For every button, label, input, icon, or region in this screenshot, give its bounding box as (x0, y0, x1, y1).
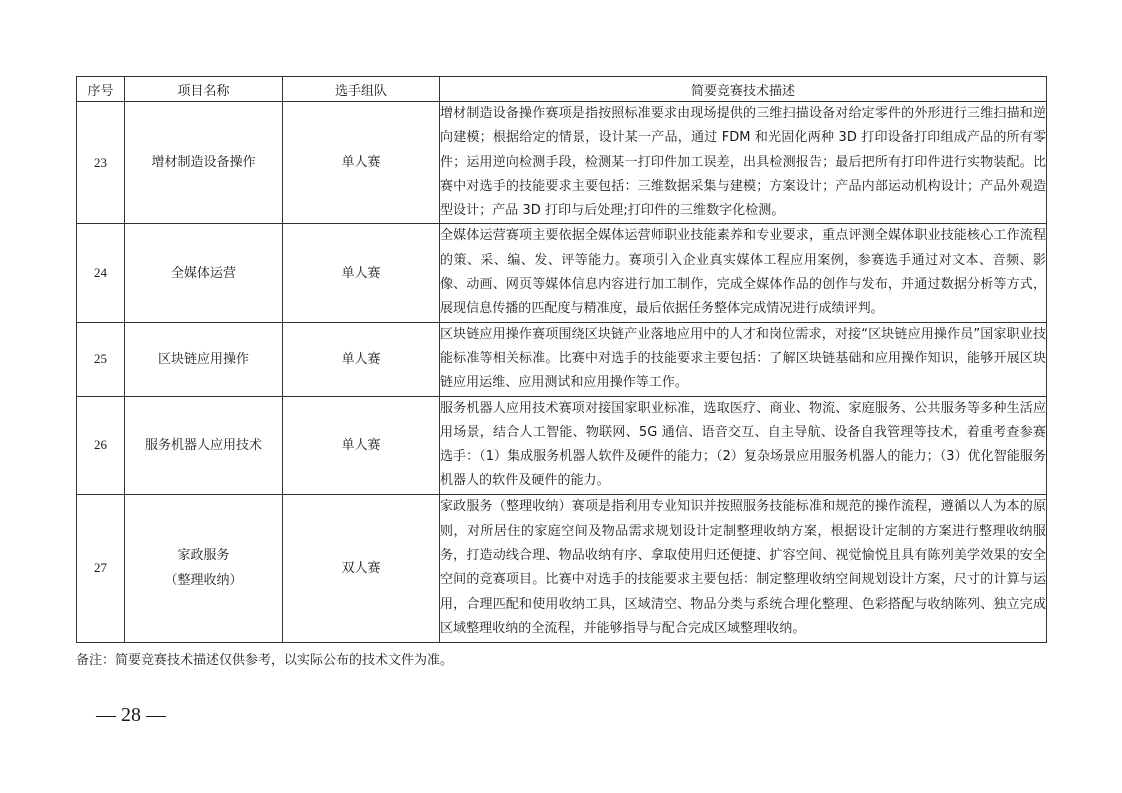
project-name-subtitle: （整理收纳） (164, 573, 243, 589)
table-row (77, 494, 1047, 642)
project-name-cell (125, 494, 283, 642)
team-format: 单人赛 (283, 102, 440, 224)
row-number: 23 (77, 102, 125, 224)
project-description: 区块链应用操作赛项围绕区块链产业落地应用中的人才和岗位需求，对接“区块链应用操作员”国家职业技能标准等相关标准。比赛中对选手的技能要求主要包括：了解区块链基础和应用操作知识，能够开展区块链应用运维、应用测试和应用操作等工作。 (440, 322, 1047, 396)
header-project-name: 项目名称 (125, 77, 283, 102)
footnote: 备注：简要竞赛技术描述仅供参考，以实际公布的技术文件为准。 (76, 653, 454, 668)
table-row (77, 322, 1047, 396)
header-description: 简要竞赛技术描述 (440, 77, 1047, 102)
page-number: — 28 — (96, 704, 166, 726)
team-format: 单人赛 (283, 224, 440, 322)
project-name: 区块链应用操作 (125, 322, 283, 396)
table-row (77, 102, 1047, 224)
project-description: 家政服务（整理收纳）赛项是指利用专业知识并按照服务技能标准和规范的操作流程，遵循以人为本的原则，对所居住的家庭空间及物品需求规划设计定制整理收纳方案，根据设计定制的方案进行整理收纳服务，打造动线合理、物品收纳有序、拿取使用归还便捷、扩容空间、视觉愉悦且具有陈列美学效果的安全空间的竞赛项目。比赛中对选手的技能要求主要包括：制定整理收纳空间规划设计方案，尺寸的计算与运用，合理匹配和使用收纳工具，区域清空、物品分类与系统合理化整理、色彩搭配与收纳陈列、独立完成区域整理收纳的全流程，并能够指导与配合完成区域整理收纳。 (440, 494, 1047, 642)
row-number: 26 (77, 396, 125, 494)
row-number: 27 (77, 494, 125, 642)
table-row (77, 224, 1047, 322)
table-row (77, 396, 1047, 494)
header-number: 序号 (77, 77, 125, 102)
table-header-row (77, 77, 1047, 102)
project-name: 增材制造设备操作 (125, 102, 283, 224)
project-name: 服务机器人应用技术 (125, 396, 283, 494)
project-name: 家政服务 (177, 548, 230, 564)
project-description: 服务机器人应用技术赛项对接国家职业标准，选取医疗、商业、物流、家庭服务、公共服务等多种生活应用场景，结合人工智能、物联网、5G 通信、语音交互、自主导航、设备自我管理等技术，着重考查参赛选手：（1）集成服务机器人软件及硬件的能力；（2）复杂场景应用服务机器人的能力；（3）优化智能服务机器人的软件及硬件的能力。 (440, 396, 1047, 494)
row-number: 25 (77, 322, 125, 396)
project-name: 全媒体运营 (125, 224, 283, 322)
project-description: 增材制造设备操作赛项是指按照标准要求由现场提供的三维扫描设备对给定零件的外形进行三维扫描和逆向建模；根据给定的情景，设计某一产品，通过 FDM 和光固化两种 3D 打印设备打印组成产品的所有零件；运用逆向检测手段，检测某一打印件加工误差，出具检测报告；最后把所有打印件进行实物装配。比赛中对选手的技能要求主要包括：三维数据采集与建模；方案设计；产品内部运动机构设计；产品外观造型设计；产品 3D 打印与后处理;打印件的三维数字化检测。 (440, 102, 1047, 224)
team-format: 双人赛 (283, 494, 440, 642)
row-number: 24 (77, 224, 125, 322)
project-description: 全媒体运营赛项主要依据全媒体运营师职业技能素养和专业要求，重点评测全媒体职业技能核心工作流程的策、采、编、发、评等能力。赛项引入企业真实媒体工程应用案例，参赛选手通过对文本、音频、影像、动画、网页等媒体信息内容进行加工制作，完成全媒体作品的创作与发布，并通过数据分析等方式，展现信息传播的匹配度与精准度，最后依据任务整体完成情况进行成绩评判。 (440, 224, 1047, 322)
competition-table (76, 76, 1047, 643)
team-format: 单人赛 (283, 322, 440, 396)
team-format: 单人赛 (283, 396, 440, 494)
header-team-format: 选手组队 (283, 77, 440, 102)
